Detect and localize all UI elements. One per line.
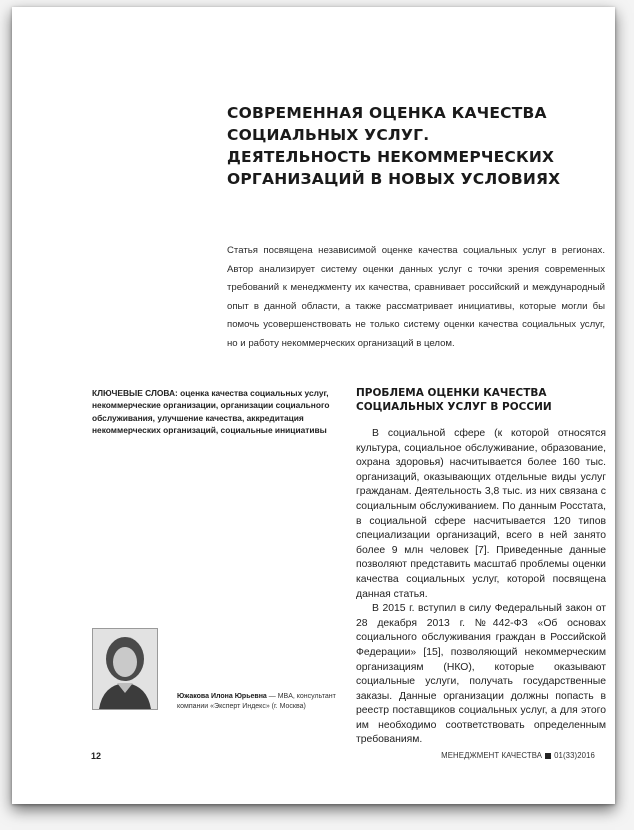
keywords-label: КЛЮЧЕВЫЕ СЛОВА: [92, 388, 178, 398]
author-name: Южакова Илона Юрьевна [177, 693, 267, 700]
journal-name: МЕНЕДЖМЕНТ КАЧЕСТВА [441, 751, 543, 760]
article-title: СОВРЕМЕННАЯ ОЦЕНКА КАЧЕСТВА СОЦИАЛЬНЫХ УСЛУГ. ДЕЯТЕЛЬНОСТЬ НЕКОММЕРЧЕСКИХ ОРГАНИЗАЦИЙ В НОВЫХ УСЛОВИЯХ [227, 104, 561, 188]
keywords-block [92, 387, 340, 436]
body-paragraph: В социальной сфере (к которой относятся культура, социальное обслуживание, образование, охрана здоровья) насчитывается более 160 тыс. организаций, оказывающих отдельные виды услуг гражданам. Деятельность 3,8 тыс. из них связана с социальным обслуживанием. По данным Росстата, в социальной сфере насчитывается 120 типов специализации организаций, всего в ней занято более 9 млн человек [7]. Приведенные данные позволяют представить масштаб проблемы оценки качества социальных услуг, которой посвящена данная статья. [356, 428, 606, 600]
author-portrait-icon [93, 629, 157, 709]
author-photo [92, 628, 158, 710]
body-paragraph: В 2015 г. вступил в силу Федеральный закон от 28 декабря 2013 г. №442-ФЗ «Об основах социального обслуживания граждан в Российской Федерации» [15], позволяющий некоммерческим организациям (НКО), которые оказывают социальные услуги, получать государственные заказы. Данные организации должны попасть в реестр поставщиков социальных услуг, а для этого им необходимо соответствовать определенным требованиям. [356, 603, 606, 746]
page-number: 12 [91, 751, 102, 761]
journal-issue: 01(33)2016 [554, 751, 595, 760]
magazine-page [12, 7, 615, 804]
article-abstract: Статья посвящена независимой оценке качества социальных услуг в регионах. Автор анализирует систему оценки данных услуг с точки зрения современных требований к менеджменту их качества, сравнивает российский и международный опыт в данной области, а также рассматривает инициативы, которые могли бы помочь усовершенствовать не только систему оценки качества социальных услуг, но и работу некоммерческих организаций в целом. [227, 245, 605, 349]
author-info [177, 692, 337, 712]
keywords-text: оценка качества социальных услуг, некоммерческие организации, организации социального обслуживания, улучшение качества, аккредитация некоммерческих организаций, социальные инициативы [92, 388, 330, 435]
journal-footer [441, 751, 595, 760]
article-body [356, 427, 606, 748]
section-heading: ПРОБЛЕМА ОЦЕНКИ КАЧЕСТВА СОЦИАЛЬНЫХ УСЛУГ В РОССИИ [356, 387, 552, 413]
square-bullet-icon [545, 753, 551, 759]
author-details: — MBA, консультант компании «Эксперт Индекс» (г. Москва) [177, 693, 336, 710]
